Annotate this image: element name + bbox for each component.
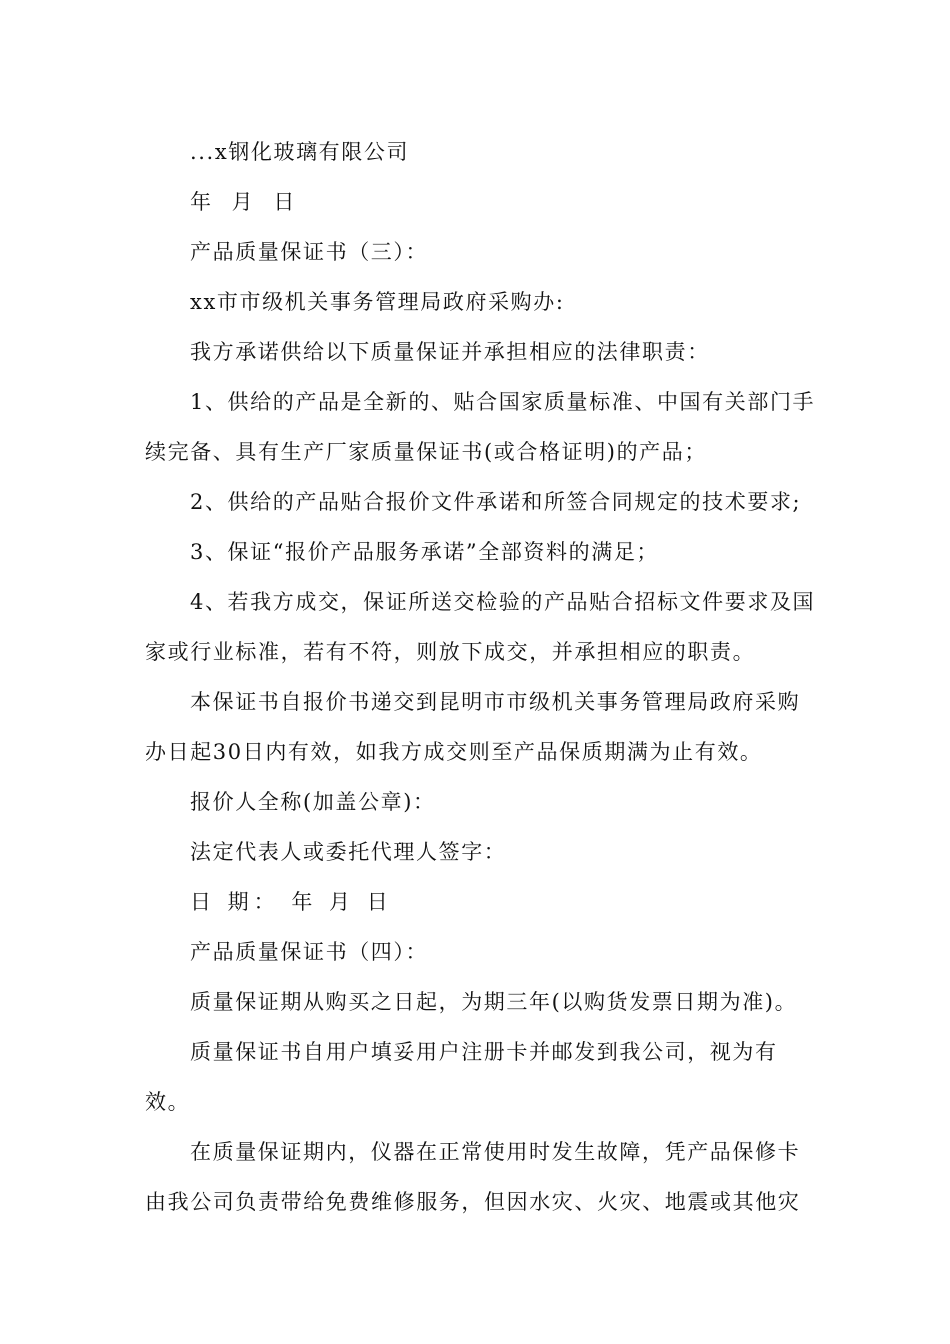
section-heading-three: 产品质量保证书（三）： — [190, 240, 429, 264]
date-field-label: 日 期： 年 月 日 — [190, 890, 393, 914]
clause-4-line-2: 家或行业标准，若有不符，则放下成交，并承担相应的职责。 — [145, 640, 756, 664]
validity-line-1: 本保证书自报价书递交到昆明市市级机关事务管理局政府采购 — [190, 690, 801, 714]
bidder-name-label: 报价人全称(加盖公章)： — [190, 790, 436, 814]
clause-3: 3、保证“报价产品服务承诺”全部资料的满足； — [190, 540, 660, 564]
paragraph-line-1: 在质量保证期内，仪器在正常使用时发生故障，凭产品保修卡 — [190, 1140, 801, 1164]
addressee: xx市市级机关事务管理局政府采购办: — [190, 290, 565, 314]
paragraph-line-2: 效。 — [145, 1090, 191, 1114]
paragraph: 质量保证期从购买之日起，为期三年(以购货发票日期为准)。 — [190, 990, 798, 1014]
paragraph: 我方承诺供给以下质量保证并承担相应的法律职责： — [190, 340, 710, 364]
clause-1-line-1: 1、供给的产品是全新的、贴合国家质量标准、中国有关部门手 — [190, 390, 816, 414]
paragraph-line-2: 由我公司负责带给免费维修服务，但因水灾、火灾、地震或其他灾 — [145, 1190, 801, 1214]
validity-line-2: 办日起30日内有效，如我方成交则至产品保质期满为止有效。 — [145, 740, 763, 764]
paragraph-line-1: 质量保证书自用户填妥用户注册卡并邮发到我公司，视为有 — [190, 1040, 778, 1064]
company-signature: ...x钢化玻璃有限公司 — [190, 140, 410, 164]
date-line: 年 月 日 — [190, 190, 302, 214]
section-heading-four: 产品质量保证书（四）： — [190, 940, 429, 964]
representative-signature-label: 法定代表人或委托代理人签字： — [190, 840, 507, 864]
clause-4-line-1: 4、若我方成交，保证所送交检验的产品贴合招标文件要求及国 — [190, 590, 816, 614]
clause-1-line-2: 续完备、具有生产厂家质量保证书(或合格证明)的产品； — [145, 440, 707, 464]
clause-2: 2、供给的产品贴合报价文件承诺和所签合同规定的技术要求; — [190, 490, 802, 514]
